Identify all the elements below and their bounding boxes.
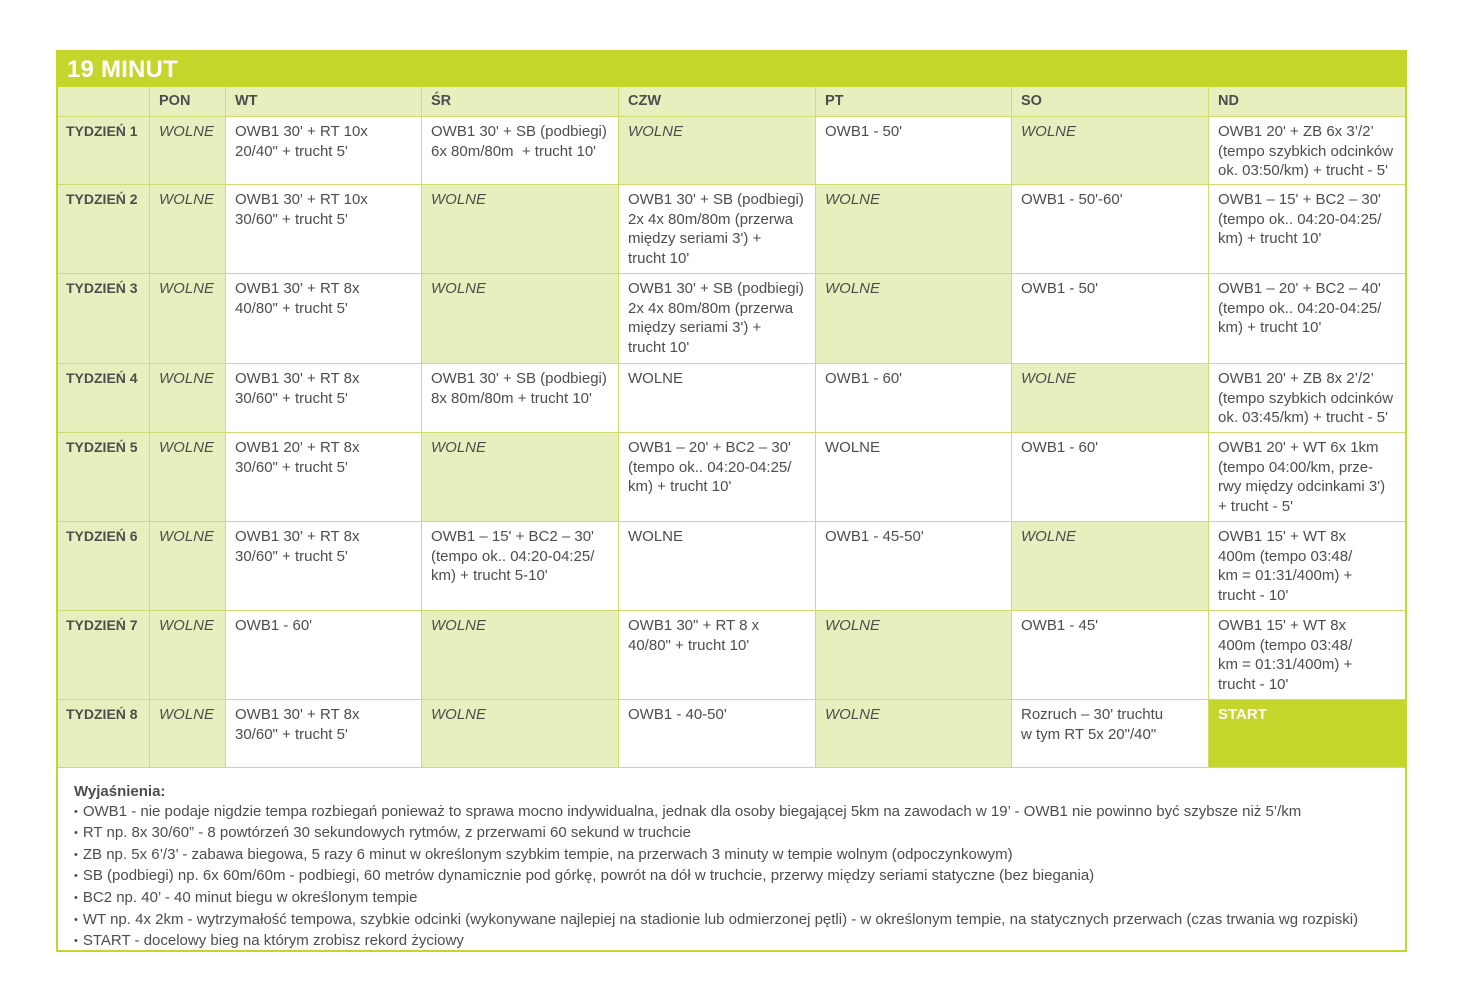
note-item: • OWB1 - nie podaje nigdzie tempa rozbiegań ponieważ to sprawa mocno indywidualna, jednak dla osoby biegającej 5km na zawodach w 19’ - OWB1 nie powinno być szybsze niż 5’/km (74, 802, 1405, 824)
rest-day-cell: WOLNE (422, 185, 619, 274)
workout-cell-czw: OWB1 30' + SB (podbiegi) 2x 4x 80m/80m (przerwa między seriami 3') + trucht 10' (619, 274, 816, 364)
column-header-pon: PON (150, 87, 226, 117)
workout-cell-nd: OWB1 20' + ZB 8x 2’/2’ (tempo szybkich odcinków ok. 03:45/km) + trucht - 5' (1209, 364, 1405, 433)
rest-day-cell: WOLNE (150, 364, 226, 433)
week-label: TYDZIEŃ 1 (58, 117, 150, 185)
workout-cell-pt: WOLNE (816, 433, 1012, 522)
workout-cell-sr: OWB1 – 15' + BC2 – 30' (tempo ok.. 04:20-04:25/ km) + trucht 5-10' (422, 522, 619, 611)
week-label: TYDZIEŃ 2 (58, 185, 150, 274)
rest-day-cell: WOLNE (422, 274, 619, 364)
workout-cell-wt: OWB1 30' + RT 10x 20/40" + trucht 5' (226, 117, 422, 185)
note-item: • WT np. 4x 2km - wytrzymałość tempowa, szybkie odcinki (wykonywane najlepiej na stadionie lub odmierzonej pętli) - w określonym tempie, na statycznych przerwach (czas trwania wg rozpiski) (74, 910, 1405, 932)
notes-heading: Wyjaśnienia: (74, 783, 166, 800)
rest-day-cell: WOLNE (422, 611, 619, 700)
rest-day-cell: WOLNE (816, 611, 1012, 700)
workout-cell-wt: OWB1 - 60' (226, 611, 422, 700)
rest-day-cell: WOLNE (150, 611, 226, 700)
workout-cell-sr: OWB1 30' + SB (podbiegi) 8x 80m/80m + trucht 10' (422, 364, 619, 433)
workout-cell-czw: WOLNE (619, 364, 816, 433)
column-header-nd: ND (1209, 87, 1405, 117)
race-day-cell: START (1209, 700, 1405, 768)
week-label: TYDZIEŃ 7 (58, 611, 150, 700)
note-item: • RT np. 8x 30/60” - 8 powtórzeń 30 sekundowych rytmów, z przerwami 60 sekund w truchcie (74, 823, 1405, 845)
workout-cell-wt: OWB1 30' + RT 8x 30/60" + trucht 5' (226, 700, 422, 768)
week-label: TYDZIEŃ 3 (58, 274, 150, 364)
workout-cell-czw: WOLNE (619, 522, 816, 611)
week-label: TYDZIEŃ 4 (58, 364, 150, 433)
week-label: TYDZIEŃ 5 (58, 433, 150, 522)
workout-cell-pt: OWB1 - 50' (816, 117, 1012, 185)
rest-day-cell: WOLNE (816, 274, 1012, 364)
column-header-czw: CZW (619, 87, 816, 117)
workout-cell-nd: OWB1 15' + WT 8x 400m (tempo 03:48/ km = 01:31/400m) + trucht - 10' (1209, 522, 1405, 611)
workout-cell-czw: OWB1 – 20' + BC2 – 30' (tempo ok.. 04:20-04:25/ km) + trucht 10' (619, 433, 816, 522)
workout-cell-pt: OWB1 - 60' (816, 364, 1012, 433)
rest-day-cell: WOLNE (150, 700, 226, 768)
note-item: • START - docelowy bieg na którym zrobisz rekord życiowy (74, 931, 1405, 952)
workout-cell-nd: OWB1 – 20' + BC2 – 40' (tempo ok.. 04:20-04:25/ km) + trucht 10' (1209, 274, 1405, 364)
workout-cell-sr: OWB1 30' + SB (podbiegi) 6x 80m/80m + trucht 10' (422, 117, 619, 185)
rest-day-cell: WOLNE (816, 700, 1012, 768)
workout-cell-czw: OWB1 30' + SB (podbiegi) 2x 4x 80m/80m (przerwa między seriami 3') + trucht 10' (619, 185, 816, 274)
rest-day-cell: WOLNE (150, 117, 226, 185)
workout-cell-wt: OWB1 30' + RT 8x 30/60" + trucht 5' (226, 522, 422, 611)
notes-section (58, 768, 1405, 950)
rest-day-cell: WOLNE (1012, 364, 1209, 433)
workout-cell-so: OWB1 - 50'-60' (1012, 185, 1209, 274)
rest-day-cell: WOLNE (150, 274, 226, 364)
column-header-sr: ŚR (422, 87, 619, 117)
workout-cell-so: OWB1 - 45' (1012, 611, 1209, 700)
column-header-wt: WT (226, 87, 422, 117)
training-plan-sheet (56, 50, 1407, 952)
workout-cell-so: OWB1 - 60' (1012, 433, 1209, 522)
column-header-so: SO (1012, 87, 1209, 117)
workout-cell-pt: OWB1 - 45-50' (816, 522, 1012, 611)
plan-title: 19 MINUT (58, 52, 1405, 87)
rest-day-cell: WOLNE (1012, 117, 1209, 185)
plan-table (58, 87, 1405, 768)
workout-cell-nd: OWB1 20' + WT 6x 1km (tempo 04:00/km, prze- rwy między odcinkami 3') + trucht - 5' (1209, 433, 1405, 522)
rest-day-cell: WOLNE (150, 433, 226, 522)
workout-cell-so: OWB1 - 50' (1012, 274, 1209, 364)
rest-day-cell: WOLNE (1012, 522, 1209, 611)
note-item: • BC2 np. 40’ - 40 minut biegu w określonym tempie (74, 888, 1405, 910)
workout-cell-wt: OWB1 20' + RT 8x 30/60" + trucht 5' (226, 433, 422, 522)
column-header-pt: PT (816, 87, 1012, 117)
workout-cell-so: Rozruch – 30' truchtu w tym RT 5x 20"/40" (1012, 700, 1209, 768)
workout-cell-nd: OWB1 – 15' + BC2 – 30' (tempo ok.. 04:20-04:25/ km) + trucht 10' (1209, 185, 1405, 274)
workout-cell-nd: OWB1 15' + WT 8x 400m (tempo 03:48/ km = 01:31/400m) + trucht - 10' (1209, 611, 1405, 700)
notes-list (74, 802, 1405, 952)
rest-day-cell: WOLNE (150, 522, 226, 611)
workout-cell-czw: OWB1 - 40-50' (619, 700, 816, 768)
week-label: TYDZIEŃ 6 (58, 522, 150, 611)
workout-cell-czw: OWB1 30" + RT 8 x 40/80" + trucht 10' (619, 611, 816, 700)
workout-cell-wt: OWB1 30' + RT 10x 30/60" + trucht 5' (226, 185, 422, 274)
rest-day-cell: WOLNE (422, 700, 619, 768)
column-header-corner (58, 87, 150, 117)
workout-cell-wt: OWB1 30' + RT 8x 40/80" + trucht 5' (226, 274, 422, 364)
rest-day-cell: WOLNE (816, 185, 1012, 274)
workout-cell-nd: OWB1 20' + ZB 6x 3’/2’ (tempo szybkich odcinków ok. 03:50/km) + trucht - 5' (1209, 117, 1405, 185)
workout-cell-wt: OWB1 30' + RT 8x 30/60" + trucht 5' (226, 364, 422, 433)
note-item: • SB (podbiegi) np. 6x 60m/60m - podbiegi, 60 metrów dynamicznie pod górkę, powrót na dół w truchcie, przerwy między seriami statyczne (bez biegania) (74, 866, 1405, 888)
rest-day-cell: WOLNE (150, 185, 226, 274)
rest-day-cell: WOLNE (422, 433, 619, 522)
week-label: TYDZIEŃ 8 (58, 700, 150, 768)
rest-day-cell: WOLNE (619, 117, 816, 185)
note-item: • ZB np. 5x 6’/3’ - zabawa biegowa, 5 razy 6 minut w określonym szybkim tempie, na przerwach 3 minuty w tempie wolnym (odpoczynkowym) (74, 845, 1405, 867)
